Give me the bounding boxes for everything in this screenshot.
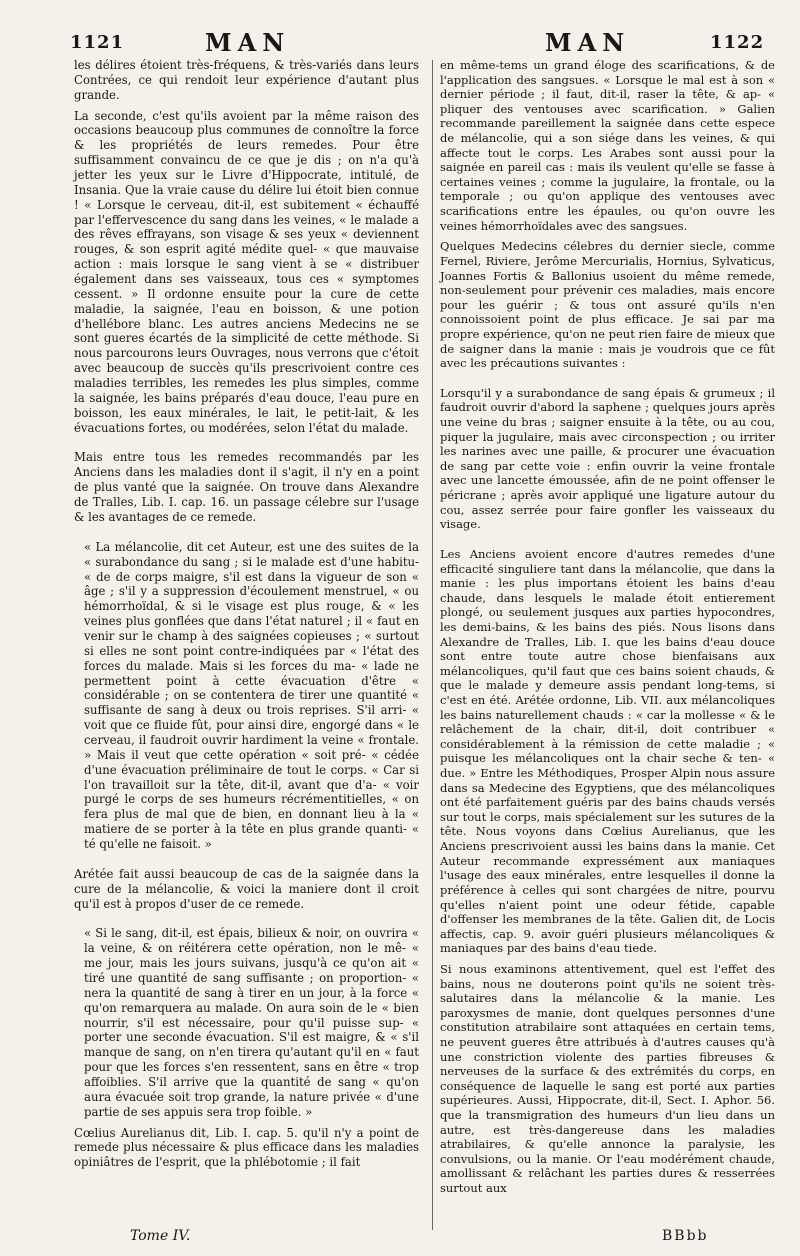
paragraph: Si nous examinons attentivement, quel est l'effet des bains, nous ne douterons point qu'ils ne soient très-salutaires dans la mélancolie & la manie. Les paroxysmes de manie, dont quelques personnes d'une constitution atrabilaire sont attaquées en certain tems, ne peuvent gueres être attribués à d'autres causes qu'à une constriction violente des parties fibreuses & nerveuses de la surface & des extrémités du corps, en conséquence de laquelle le sang est porté aux parties supérieures. Aussi, Hippocrate, dit-il, Sect. I. Aphor. 56. que la transmigration des humeurs d'un lieu dans un autre, est très-dangereuse dans les maladies atrabilaires, & qu'elle annonce la paralysie, les convulsions, ou la manie. Or l'eau modérément chaude, amollissant & relâchant les parties dures & resserrées surtout aux (440, 961, 775, 1196)
right-page-number: 1122 (710, 32, 765, 53)
paragraph: les délires étoient très-fréquens, & très-variés dans leurs Contrées, ce qui rendoit leur expérience d'autant plus grande. (74, 58, 419, 102)
left-page-number: 1121 (70, 32, 125, 53)
right-column (440, 58, 775, 1196)
paragraph: Cœlius Aurelianus dit, Lib. I. cap. 5. qu'il n'y a point de remede plus nécessaire & plus efficace dans les maladies opiniâtres de l'esprit, que la phlébotomie ; il fait (74, 1125, 419, 1170)
left-running-head: MAN (205, 28, 291, 57)
column-divider (432, 60, 433, 1230)
paragraph: Lorsqu'il y a surabondance de sang épais & grumeux ; il faudroit ouvrir d'abord la saphene ; quelques jours après une veine du bras ; saigner ensuite à la tête, ou au cou, piquer la jugulaire, mais avec circonspection ; ou irriter les narines avec une paille, & procurer une évacuation de sang par cette voie : enfin ouvrir la veine frontale avec une lancette émoussée, afin de ne point offenser le péricrane ; après avoir appliqué une ligature autour du cou, assez serrée pour faire gonfler les vaisseaux du visage. (440, 385, 775, 532)
paragraph: Mais entre tous les remedes recommandés par les Anciens dans les maladies dont il s'agit, il n'y en a point de plus vanté que la saignée. On trouve dans Alexandre de Tralles, Lib. I. cap. 16. un passage célebre sur l'usage & les avantages de ce remede. (74, 450, 419, 524)
paragraph: Les Anciens avoient encore d'autres remedes d'une efficacité singuliere tant dans la mélancolie, que dans la manie : les plus importans étoient les bains d'eau chaude, dans lesquels le malade étoit entierement plongé, ou seulement jusques aux parties hypocondres, les demi-bains, & les bains des piés. Nous lisons dans Alexandre de Tralles, Lib. I. que les bains d'eau douce sont entre toute autre chose bienfaisans aux mélancoliques, qu'il faut que ces bains soient chauds, & que le malade y demeure assis pendant long-tems, si c'est en été. Arétée ordonne, Lib. VII. aux mélancoliques les bains naturellement chauds : « car la mollesse « & le relâchement de la chair, dit-il, doit contribuer « considérablement à la rémission de cette maladie ; « puisque les mélancoliques ont la chair seche & ten- « due. » Entre les Méthodiques, Prosper Alpin nous assure dans sa Medecine des Egyptiens, que des mélancoliques ont été parfaitement guéris par des bains chauds versés sur tout le corps, mais spécialement sur les sutures de la tête. Nous voyons dans Cœlius Aurelianus, que les Anciens prescrivoient aussi les bains dans la manie. Cet Auteur recommande expressément aux maniaques l'usage des eaux minérales, entre lesquelles il donne la préférence à celles qui sont chargées de nitre, pourvu qu'elles n'aient point une odeur fétide, capable d'offenser les membranes de la tête. Galien dit, de Locis affectis, cap. 9. avoir guéri plusieurs mélancoliques & maniaques par des bains d'eau tiede. (440, 546, 775, 956)
left-column (74, 58, 419, 1170)
paragraph: La seconde, c'est qu'ils avoient par la même raison des occasions beaucoup plus communes de connoître la force & les propriétés de leurs remedes. Pour être suffisamment convaincu de ce que je dis ; on n'a qu'à jetter les yeux sur le Livre d'Hippocrate, intitulé, de Insania. Que la vraie cause du délire lui étoit bien connue ! « Lorsque le cerveau, dit-il, est subitement « échauffé par l'effervescence du sang dans les veines, « le malade a des rêves effrayans, son visage & ses yeux « deviennent rouges, & son esprit agité médite quel- « que mauvaise action : mais lorsque le sang vient à se « distribuer également dans ses vaisseaux, tous ces « symptomes cessent. » Il ordonne ensuite pour la cure de cette maladie, la saignée, l'eau en boisson, & une potion d'hellébore blanc. Les autres anciens Medecins ne se sont gueres écartés de la simplicité de cette méthode. Si nous parcourons leurs Ouvrages, nous verrons que c'étoit avec beaucoup de succès qu'ils prescrivoient contre ces maladies terribles, les remedes les plus simples, comme la saignée, les bains préparés d'eau douce, l'eau pure en boisson, les eaux minérales, le lait, le petit-lait, & les évacuations fortes, ou modérées, selon l'état du malade. (74, 108, 419, 435)
paragraph: Quelques Medecins célebres du dernier siecle, comme Fernel, Riviere, Jerôme Mercurialis, Hornius, Sylvaticus, Joannes Fortis & Ballonius usoient du même remede, non-seulement pour prévenir ces maladies, mais encore pour les guérir ; & tous ont assuré qu'ils n'en connoissoient point de plus efficace. Je sai par ma propre expérience, qu'on ne peut rien faire de mieux que de saigner dans la manie : mais je voudrois que ce fût avec les précautions suivantes : (440, 239, 775, 371)
quotation: « Si le sang, dit-il, est épais, bilieux & noir, on ouvrira « la veine, & on réitérera cette opération, non le mê- « me jour, mais les jours suivans, jusqu'à ce qu'on ait « tiré une quantité de sang suffisante ; on proportion- « nera la quantité de sang à tirer en un jour, à la force « qu'on remarquera au malade. On aura soin de le « bien nourrir, s'il est nécessaire, pour qu'il puisse sup- « porter une seconde évacuation. S'il est maigre, & « s'il manque de sang, on n'en tirera qu'autant qu'il en « faut pour que les forces s'en ressentent, sans en être « trop affoiblies. S'il arrive que la quantité de sang « qu'on aura évacuée soit trop grande, la nature privée « d'une partie de ses appuis sera trop foible. » (84, 926, 419, 1119)
volume-label: Tome IV. (130, 1228, 191, 1244)
signature-mark: BBbb (662, 1228, 709, 1244)
right-running-head: MAN (545, 28, 631, 57)
paragraph: en même-tems un grand éloge des scarifications, & de l'application des sangsues. « Lorsque le mal est à son « dernier période ; il faut, dit-il, raser la tête, & ap- « pliquer des ventouses avec scarification. » Galien recommande pareillement la saignée dans cette espece de mélancolie, qui a son siége dans les veines, & qui affecte tout le corps. Les Arabes sont aussi pour la saignée en pareil cas : mais ils veulent qu'elle se fasse à certaines veines ; comme la jugulaire, la frontale, ou la temporale ; ou qu'on applique des ventouses avec scarifications entre les épaules, ou qu'on ouvre les veines hémorrhoïdales avec des sangsues. (440, 58, 775, 233)
paragraph: Arétée fait aussi beaucoup de cas de la saignée dans la cure de la mélancolie, & voici la maniere dont il croit qu'il est à propos d'user de ce remede. (74, 866, 419, 911)
quotation: « La mélancolie, dit cet Auteur, est une des suites de la « surabondance du sang ; si le malade est d'une habitu- « de de corps maigre, s'il est dans la vigueur de son « âge ; s'il y a suppression d'écoulement menstruel, « ou hémorrhoïdal, & si le visage est plus rouge, & « les veines plus gonflées que dans l'état naturel ; il « faut en venir sur le champ à des saignées copieuses ; « surtout si elles ne sont point contre-indiquées par « l'état des forces du malade. Mais si les forces du ma- « lade ne permettent point à cette évacuation d'être « considérable ; on se contentera de tirer une quantité « suffisante de sang à deux ou trois reprises. S'il arri- « voit que ce fluide fût, pour ainsi dire, engorgé dans « le cerveau, il faudroit ouvrir hardiment la veine « frontale. » Mais il veut que cette opération « soit pré- « cédée d'une évacuation préliminaire de tout le corps. « Car si l'on travailloit sur la tête, dit-il, avant que d'a- « voir purgé le corps de ses humeurs récrémentitielles, « on fera plus de mal que de bien, en donnant lieu à la « matiere de se porter à la tête en plus grande quanti- « té qu'elle ne faisoit. » (84, 539, 419, 851)
